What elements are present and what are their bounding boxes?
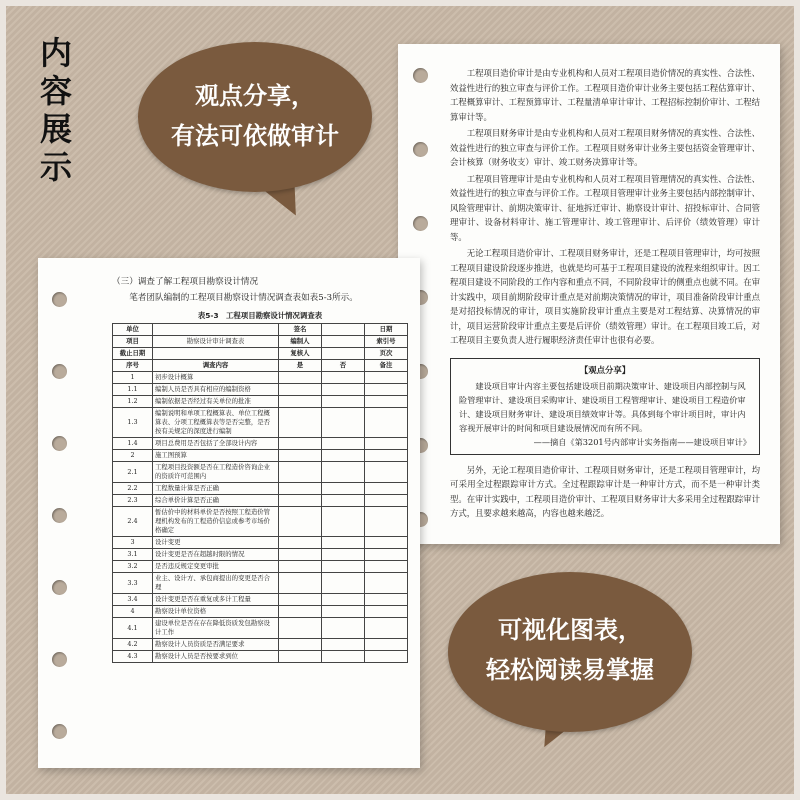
row-number: 4.2: [113, 639, 153, 651]
row-no-cell: [322, 483, 365, 495]
row-number: 1.4: [113, 438, 153, 450]
row-number: 1.3: [113, 408, 153, 438]
row-yes-cell: [279, 438, 322, 450]
form-label: 签名: [279, 324, 322, 336]
form-row: [113, 348, 408, 360]
row-no-cell: [322, 594, 365, 606]
form-label: 截止日期: [113, 348, 153, 360]
binder-hole: [52, 292, 67, 307]
survey-table: [112, 323, 408, 663]
side-title-char: 内: [39, 34, 72, 72]
row-content: 暂估价中的材料单价是否按照工程造价管理机构发布的工程造价信息或参考市场价格确定: [153, 507, 279, 537]
row-content: 设计变更: [153, 537, 279, 549]
column-header: 备注: [365, 360, 408, 372]
form-value: [153, 324, 279, 336]
row-no-cell: [322, 639, 365, 651]
row-no-cell: [322, 396, 365, 408]
table-row: [113, 483, 408, 495]
form-label: 索引号: [365, 336, 408, 348]
row-yes-cell: [279, 384, 322, 396]
row-remark-cell: [365, 396, 408, 408]
table-caption: 表5-3 工程项目勘察设计情况调查表: [197, 311, 323, 320]
row-no-cell: [322, 495, 365, 507]
row-content: 编制人员是否具有相应的编制资格: [153, 384, 279, 396]
binder-hole: [52, 508, 67, 523]
row-number: 4: [113, 606, 153, 618]
form-label: 页次: [365, 348, 408, 360]
row-remark-cell: [365, 450, 408, 462]
row-content: 综合单价计算是否正确: [153, 495, 279, 507]
row-yes-cell: [279, 483, 322, 495]
row-yes-cell: [279, 651, 322, 663]
row-yes-cell: [279, 639, 322, 651]
form-row: [113, 336, 408, 348]
paragraph: 工程项目造价审计是由专业机构和人员对工程项目造价情况的真实性、合法性、效益性进行的独立审查与评价工作。工程项目造价审计业务主要包括工程估算审计、工程概算审计、工程预算审计、工程量清单审计审计、工程招标控制价审计、工程结算审计等。: [450, 68, 760, 122]
row-content: 编制依据是否经过有关单位的批准: [153, 396, 279, 408]
table-row: [113, 639, 408, 651]
side-title-char: 容: [39, 72, 72, 110]
row-number: 2: [113, 450, 153, 462]
row-number: 3.2: [113, 561, 153, 573]
row-yes-cell: [279, 450, 322, 462]
table-row: [113, 606, 408, 618]
row-content: 工程数量计算是否正确: [153, 483, 279, 495]
column-header: 是: [279, 360, 322, 372]
table-row: [113, 537, 408, 549]
row-no-cell: [322, 537, 365, 549]
row-content: 施工图预算: [153, 450, 279, 462]
row-remark-cell: [365, 618, 408, 639]
viewpoint-title: 【观点分享】: [579, 364, 631, 375]
side-title-char: 示: [39, 148, 72, 186]
row-remark-cell: [365, 495, 408, 507]
row-content: 勘察设计单位资格: [153, 606, 279, 618]
binder-hole: [413, 68, 428, 83]
form-label: 项目: [113, 336, 153, 348]
row-yes-cell: [279, 549, 322, 561]
row-number: 1.2: [113, 396, 153, 408]
row-content: 是否违反规定变更审批: [153, 561, 279, 573]
binder-hole: [413, 216, 428, 231]
row-no-cell: [322, 462, 365, 483]
left-page: [38, 258, 420, 768]
row-content: 初步设计概算: [153, 372, 279, 384]
row-remark-cell: [365, 651, 408, 663]
row-content: 勘察设计人员资质是否满足要求: [153, 639, 279, 651]
paragraph: 工程项目管理审计是由专业机构和人员对工程项目管理情况的真实性、合法性、效益性进行的独立审查与评价工作。工程项目管理审计业务主要包括内部控制审计、风险管理审计、前期决策审计、征地拆迁审计、勘察设计审计、招投标审计、合同管理审计、设备材料审计、施工管理审计、竣工管理审计、后评价（绩效管理）审计等。: [450, 173, 760, 242]
row-remark-cell: [365, 573, 408, 594]
table-row: [113, 573, 408, 594]
row-number: 2.2: [113, 483, 153, 495]
row-remark-cell: [365, 549, 408, 561]
table-row: [113, 549, 408, 561]
row-yes-cell: [279, 462, 322, 483]
row-content: 编制说明和单项工程概算表、单位工程概算表、分项工程概算表等是否完整，是否按有关规定的深度进行编制: [153, 408, 279, 438]
row-content: 项目总费用是否包括了全部设计内容: [153, 438, 279, 450]
table-row: [113, 372, 408, 384]
table-row: [113, 507, 408, 537]
bubble-text: 轻松阅读易掌握: [486, 656, 654, 684]
row-number: 2.3: [113, 495, 153, 507]
row-no-cell: [322, 573, 365, 594]
viewpoint-box: [450, 358, 760, 455]
row-remark-cell: [365, 438, 408, 450]
row-remark-cell: [365, 561, 408, 573]
form-value: [322, 324, 365, 336]
table-row: [113, 450, 408, 462]
row-number: 3.1: [113, 549, 153, 561]
table-row: [113, 495, 408, 507]
table-row: [113, 651, 408, 663]
paragraph: 无论工程项目造价审计、工程项目财务审计，还是工程项目管理审计，均可按照工程项目建设阶段逐步推进，也就是均可基于工程项目建设的流程来组织审计。因工程项目建设不同阶段的工作内容和重点不同，不同阶段审计的侧重点也就不同。在审计实践中，项目前期阶段审计重点是对前期决策情况的审计，项目准备阶段审计重点是对招投标情况的审计，项目实施阶段审计重点主要是对工程结算、决算情况的审计，项目运营阶段审计重点主要是后评价（绩效管理）审计。在工程项目竣工后，对工程项目主要负责人进行履职经济责任审计也很有必要。: [450, 248, 760, 345]
row-yes-cell: [279, 537, 322, 549]
row-no-cell: [322, 372, 365, 384]
column-header: 序号: [113, 360, 153, 372]
row-number: 2.4: [113, 507, 153, 537]
row-content: 业主、设计方、承包商提出的变更是否合理: [153, 573, 279, 594]
row-no-cell: [322, 408, 365, 438]
row-yes-cell: [279, 594, 322, 606]
row-no-cell: [322, 507, 365, 537]
side-title: [30, 34, 82, 186]
binder-hole: [52, 652, 67, 667]
bubble-text: 观点分享，: [195, 82, 315, 110]
row-yes-cell: [279, 408, 322, 438]
column-header: 否: [322, 360, 365, 372]
row-content: 设计变更是否在重复或多计工程量: [153, 594, 279, 606]
form-label: 单位: [113, 324, 153, 336]
form-label: 编制人: [279, 336, 322, 348]
form-value: [322, 336, 365, 348]
binder-hole: [52, 364, 67, 379]
row-content: 勘察设计人员是否按要求到位: [153, 651, 279, 663]
table-row: [113, 438, 408, 450]
form-value: [153, 348, 279, 360]
section-heading: （三）调查了解工程项目勘察设计情况: [112, 277, 259, 287]
table-row: [113, 408, 408, 438]
row-yes-cell: [279, 618, 322, 639]
row-yes-cell: [279, 573, 322, 594]
table-row: [113, 618, 408, 639]
bubble-text: 有法可依做审计: [171, 122, 339, 150]
row-remark-cell: [365, 537, 408, 549]
row-no-cell: [322, 561, 365, 573]
viewpoint-text: 建设项目审计内容主要包括建设项目前期决策审计、建设项目内部控制与风险管理审计、建设项目采购审计、建设项目工程管理审计、建设项目工程造价审计、建设项目财务审计、建设项目绩效审计等。具体到每个审计项目时，审计内容视开展审计的时间和项目建设展情况而有所不同。: [459, 380, 746, 433]
row-yes-cell: [279, 495, 322, 507]
row-content: 设计变更是否在超越时限的情况: [153, 549, 279, 561]
row-content: 工程项目投资额是否在工程造价咨询企业的资质许可范围内: [153, 462, 279, 483]
column-header: 调查内容: [153, 360, 279, 372]
row-yes-cell: [279, 561, 322, 573]
row-remark-cell: [365, 372, 408, 384]
form-label: 复核人: [279, 348, 322, 360]
binder-hole: [52, 724, 67, 739]
row-no-cell: [322, 606, 365, 618]
row-no-cell: [322, 549, 365, 561]
row-number: 4.1: [113, 618, 153, 639]
table-row: [113, 594, 408, 606]
paragraph: 另外，无论工程项目造价审计、工程项目财务审计，还是工程项目管理审计，均可采用全过程跟踪审计方式。全过程跟踪审计是一种审计方式，而不是一种审计类型。在审计实践中，工程项目造价审计、工程项目财务审计大多采用全过程跟踪审计方式，且要求越来越高，内容也越来越泛。: [450, 464, 760, 518]
table-row: [113, 561, 408, 573]
side-title-char: 展: [39, 110, 72, 148]
row-remark-cell: [365, 408, 408, 438]
row-yes-cell: [279, 507, 322, 537]
row-remark-cell: [365, 483, 408, 495]
bubble-text: 可视化图表，: [498, 616, 642, 644]
row-number: 2.1: [113, 462, 153, 483]
row-yes-cell: [279, 396, 322, 408]
row-number: 3.4: [113, 594, 153, 606]
form-value: [322, 348, 365, 360]
paragraph: 工程项目财务审计是由专业机构和人员对工程项目财务情况的真实性、合法性、效益性进行的独立审查与评价工作。工程项目财务审计业务主要包括资金管理审计、会计核算（财务收支）审计、竣工财务决算审计等。: [450, 128, 760, 167]
intro-text: 笔者团队编制的工程项目勘察设计情况调查表如表5-3所示。: [129, 293, 358, 303]
binder-hole: [52, 580, 67, 595]
form-row: [113, 324, 408, 336]
row-remark-cell: [365, 384, 408, 396]
table-header-row: [113, 360, 408, 372]
speech-bubble-top: [138, 42, 372, 192]
row-no-cell: [322, 651, 365, 663]
form-value: 勘察设计审计调查表: [153, 336, 279, 348]
row-no-cell: [322, 438, 365, 450]
row-number: 3.3: [113, 573, 153, 594]
row-yes-cell: [279, 606, 322, 618]
row-no-cell: [322, 618, 365, 639]
binder-hole: [52, 436, 67, 451]
table-row: [113, 384, 408, 396]
row-remark-cell: [365, 606, 408, 618]
row-remark-cell: [365, 462, 408, 483]
row-remark-cell: [365, 507, 408, 537]
binder-hole: [413, 142, 428, 157]
row-content: 建设单位是否在存在降低资质发包勘察设计工作: [153, 618, 279, 639]
table-row: [113, 396, 408, 408]
row-no-cell: [322, 450, 365, 462]
right-page: [398, 44, 780, 544]
row-yes-cell: [279, 372, 322, 384]
row-number: 4.3: [113, 651, 153, 663]
form-label: 日期: [365, 324, 408, 336]
table-row: [113, 462, 408, 483]
row-number: 1: [113, 372, 153, 384]
row-no-cell: [322, 384, 365, 396]
speech-bubble-bottom: [448, 572, 692, 732]
row-number: 1.1: [113, 384, 153, 396]
viewpoint-source: ——摘自《第3201号内部审计实务指南——建设项目审计》: [533, 436, 751, 447]
row-remark-cell: [365, 639, 408, 651]
row-remark-cell: [365, 594, 408, 606]
row-number: 3: [113, 537, 153, 549]
